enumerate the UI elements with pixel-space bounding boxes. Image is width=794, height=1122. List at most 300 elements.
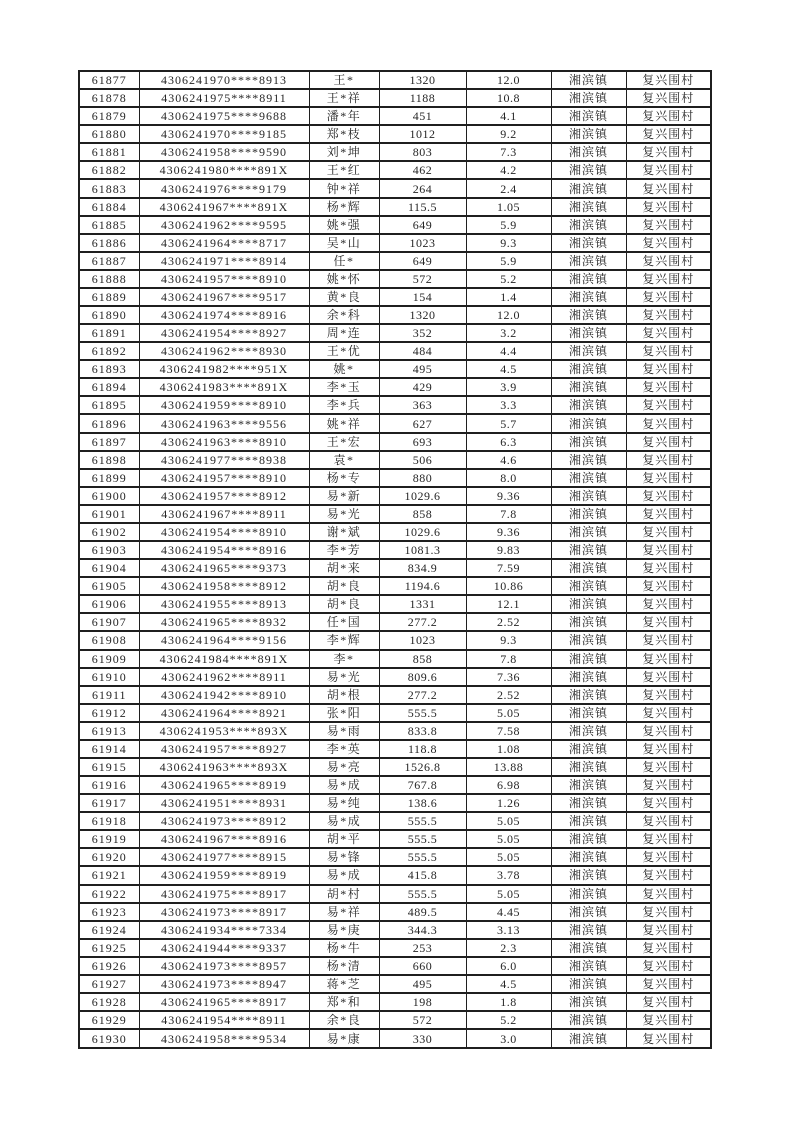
cell-village: 复兴围村 (626, 378, 711, 396)
cell-town: 湘滨镇 (551, 631, 626, 649)
cell-person-name: 易*祥 (309, 903, 379, 921)
cell-village: 复兴围村 (626, 903, 711, 921)
cell-amount: 484 (379, 342, 466, 360)
cell-secondary-amount: 9.2 (466, 125, 551, 143)
cell-village: 复兴围村 (626, 686, 711, 704)
cell-secondary-amount: 4.45 (466, 903, 551, 921)
cell-id-card-masked: 4306241953****893X (139, 722, 309, 740)
cell-town: 湘滨镇 (551, 776, 626, 794)
cell-village: 复兴围村 (626, 776, 711, 794)
cell-id-card-masked: 4306241967****9517 (139, 288, 309, 306)
cell-serial-number: 61902 (79, 523, 139, 541)
cell-town: 湘滨镇 (551, 198, 626, 216)
cell-amount: 1012 (379, 125, 466, 143)
cell-serial-number: 61912 (79, 704, 139, 722)
cell-person-name: 易*纯 (309, 794, 379, 812)
cell-village: 复兴围村 (626, 740, 711, 758)
cell-town: 湘滨镇 (551, 1011, 626, 1029)
cell-serial-number: 61884 (79, 198, 139, 216)
cell-id-card-masked: 4306241944****9337 (139, 939, 309, 957)
cell-serial-number: 61892 (79, 342, 139, 360)
table-row (79, 812, 711, 830)
cell-secondary-amount: 6.3 (466, 433, 551, 451)
cell-secondary-amount: 4.1 (466, 107, 551, 125)
cell-amount: 858 (379, 650, 466, 668)
table-row (79, 324, 711, 342)
cell-village: 复兴围村 (626, 396, 711, 414)
cell-id-card-masked: 4306241951****8931 (139, 794, 309, 812)
cell-secondary-amount: 4.4 (466, 342, 551, 360)
cell-amount: 451 (379, 107, 466, 125)
cell-town: 湘滨镇 (551, 613, 626, 631)
cell-secondary-amount: 12.1 (466, 595, 551, 613)
cell-person-name: 任*国 (309, 613, 379, 631)
cell-serial-number: 61897 (79, 433, 139, 451)
cell-serial-number: 61889 (79, 288, 139, 306)
cell-person-name: 李*芳 (309, 541, 379, 559)
cell-amount: 1023 (379, 631, 466, 649)
cell-serial-number: 61886 (79, 234, 139, 252)
cell-serial-number: 61920 (79, 848, 139, 866)
cell-village: 复兴围村 (626, 487, 711, 505)
cell-id-card-masked: 4306241967****891X (139, 198, 309, 216)
cell-secondary-amount: 3.78 (466, 866, 551, 884)
cell-amount: 803 (379, 143, 466, 161)
table-row (79, 125, 711, 143)
table-row (79, 161, 711, 179)
cell-person-name: 胡*根 (309, 686, 379, 704)
cell-id-card-masked: 4306241962****8930 (139, 342, 309, 360)
cell-person-name: 杨*辉 (309, 198, 379, 216)
cell-village: 复兴围村 (626, 1029, 711, 1048)
cell-serial-number: 61879 (79, 107, 139, 125)
cell-person-name: 周*连 (309, 324, 379, 342)
cell-id-card-masked: 4306241957****8927 (139, 740, 309, 758)
table-row (79, 668, 711, 686)
cell-amount: 1188 (379, 89, 466, 107)
cell-id-card-masked: 4306241965****8932 (139, 613, 309, 631)
cell-amount: 352 (379, 324, 466, 342)
cell-village: 复兴围村 (626, 613, 711, 631)
cell-secondary-amount: 2.52 (466, 686, 551, 704)
cell-secondary-amount: 7.59 (466, 559, 551, 577)
cell-person-name: 杨*专 (309, 469, 379, 487)
cell-town: 湘滨镇 (551, 179, 626, 197)
cell-town: 湘滨镇 (551, 216, 626, 234)
table-row (79, 740, 711, 758)
cell-id-card-masked: 4306241970****9185 (139, 125, 309, 143)
cell-town: 湘滨镇 (551, 975, 626, 993)
cell-id-card-masked: 4306241962****9595 (139, 216, 309, 234)
cell-town: 湘滨镇 (551, 794, 626, 812)
cell-village: 复兴围村 (626, 89, 711, 107)
cell-town: 湘滨镇 (551, 758, 626, 776)
cell-town: 湘滨镇 (551, 722, 626, 740)
cell-serial-number: 61909 (79, 650, 139, 668)
cell-town: 湘滨镇 (551, 342, 626, 360)
cell-id-card-masked: 4306241973****8947 (139, 975, 309, 993)
cell-amount: 809.6 (379, 668, 466, 686)
cell-village: 复兴围村 (626, 577, 711, 595)
cell-id-card-masked: 4306241955****8913 (139, 595, 309, 613)
cell-id-card-masked: 4306241965****8917 (139, 993, 309, 1011)
cell-village: 复兴围村 (626, 668, 711, 686)
cell-id-card-masked: 4306241975****8917 (139, 885, 309, 903)
cell-secondary-amount: 10.8 (466, 89, 551, 107)
cell-id-card-masked: 4306241963****893X (139, 758, 309, 776)
cell-person-name: 杨*牛 (309, 939, 379, 957)
cell-town: 湘滨镇 (551, 89, 626, 107)
cell-serial-number: 61888 (79, 270, 139, 288)
cell-amount: 495 (379, 360, 466, 378)
cell-serial-number: 61905 (79, 577, 139, 595)
cell-person-name: 易*新 (309, 487, 379, 505)
cell-town: 湘滨镇 (551, 957, 626, 975)
cell-amount: 489.5 (379, 903, 466, 921)
cell-village: 复兴围村 (626, 252, 711, 270)
table-row (79, 957, 711, 975)
cell-serial-number: 61881 (79, 143, 139, 161)
cell-person-name: 李*辉 (309, 631, 379, 649)
cell-serial-number: 61921 (79, 866, 139, 884)
cell-person-name: 易*锋 (309, 848, 379, 866)
cell-amount: 253 (379, 939, 466, 957)
cell-village: 复兴围村 (626, 234, 711, 252)
table-row (79, 396, 711, 414)
cell-village: 复兴围村 (626, 125, 711, 143)
cell-id-card-masked: 4306241970****8913 (139, 71, 309, 89)
cell-serial-number: 61891 (79, 324, 139, 342)
cell-serial-number: 61903 (79, 541, 139, 559)
cell-town: 湘滨镇 (551, 740, 626, 758)
cell-person-name: 李* (309, 650, 379, 668)
cell-serial-number: 61925 (79, 939, 139, 957)
cell-serial-number: 61907 (79, 613, 139, 631)
cell-person-name: 王*宏 (309, 433, 379, 451)
cell-village: 复兴围村 (626, 324, 711, 342)
cell-person-name: 王*优 (309, 342, 379, 360)
cell-person-name: 李*英 (309, 740, 379, 758)
cell-id-card-masked: 4306241975****8911 (139, 89, 309, 107)
cell-secondary-amount: 1.05 (466, 198, 551, 216)
cell-secondary-amount: 9.83 (466, 541, 551, 559)
cell-person-name: 胡*平 (309, 830, 379, 848)
cell-id-card-masked: 4306241977****8915 (139, 848, 309, 866)
cell-village: 复兴围村 (626, 270, 711, 288)
table-row (79, 71, 711, 89)
cell-village: 复兴围村 (626, 885, 711, 903)
table-row (79, 89, 711, 107)
cell-person-name: 谢*斌 (309, 523, 379, 541)
cell-serial-number: 61878 (79, 89, 139, 107)
cell-secondary-amount: 7.8 (466, 505, 551, 523)
cell-person-name: 姚*怀 (309, 270, 379, 288)
cell-amount: 495 (379, 975, 466, 993)
cell-id-card-masked: 4306241967****8916 (139, 830, 309, 848)
cell-person-name: 易*亮 (309, 758, 379, 776)
cell-id-card-masked: 4306241957****8912 (139, 487, 309, 505)
cell-town: 湘滨镇 (551, 324, 626, 342)
cell-secondary-amount: 3.2 (466, 324, 551, 342)
cell-serial-number: 61898 (79, 451, 139, 469)
table-row (79, 704, 711, 722)
cell-person-name: 易*康 (309, 1029, 379, 1048)
cell-village: 复兴围村 (626, 559, 711, 577)
cell-town: 湘滨镇 (551, 704, 626, 722)
table-row (79, 306, 711, 324)
cell-person-name: 钟*祥 (309, 179, 379, 197)
cell-secondary-amount: 9.36 (466, 487, 551, 505)
cell-secondary-amount: 4.6 (466, 451, 551, 469)
cell-amount: 555.5 (379, 848, 466, 866)
cell-secondary-amount: 9.3 (466, 234, 551, 252)
cell-amount: 660 (379, 957, 466, 975)
cell-serial-number: 61880 (79, 125, 139, 143)
cell-amount: 1081.3 (379, 541, 466, 559)
table-row (79, 107, 711, 125)
cell-person-name: 吴*山 (309, 234, 379, 252)
cell-person-name: 易*成 (309, 812, 379, 830)
table-row (79, 903, 711, 921)
cell-person-name: 王*红 (309, 161, 379, 179)
records-tbody (79, 71, 711, 1048)
cell-secondary-amount: 5.9 (466, 252, 551, 270)
cell-town: 湘滨镇 (551, 812, 626, 830)
table-row (79, 722, 711, 740)
cell-serial-number: 61893 (79, 360, 139, 378)
cell-person-name: 余*良 (309, 1011, 379, 1029)
table-row (79, 885, 711, 903)
cell-town: 湘滨镇 (551, 433, 626, 451)
cell-secondary-amount: 7.3 (466, 143, 551, 161)
cell-serial-number: 61922 (79, 885, 139, 903)
table-row (79, 143, 711, 161)
cell-secondary-amount: 8.0 (466, 469, 551, 487)
cell-secondary-amount: 5.05 (466, 830, 551, 848)
cell-town: 湘滨镇 (551, 903, 626, 921)
cell-secondary-amount: 3.9 (466, 378, 551, 396)
cell-amount: 264 (379, 179, 466, 197)
cell-town: 湘滨镇 (551, 885, 626, 903)
cell-secondary-amount: 3.0 (466, 1029, 551, 1048)
cell-serial-number: 61896 (79, 414, 139, 432)
cell-id-card-masked: 4306241954****8927 (139, 324, 309, 342)
cell-village: 复兴围村 (626, 866, 711, 884)
table-row (79, 830, 711, 848)
cell-serial-number: 61901 (79, 505, 139, 523)
table-row (79, 1029, 711, 1048)
cell-town: 湘滨镇 (551, 360, 626, 378)
cell-amount: 572 (379, 270, 466, 288)
cell-id-card-masked: 4306241964****9156 (139, 631, 309, 649)
table-row (79, 866, 711, 884)
cell-secondary-amount: 3.3 (466, 396, 551, 414)
cell-village: 复兴围村 (626, 198, 711, 216)
cell-village: 复兴围村 (626, 993, 711, 1011)
cell-person-name: 易*光 (309, 668, 379, 686)
cell-village: 复兴围村 (626, 921, 711, 939)
cell-amount: 880 (379, 469, 466, 487)
table-row (79, 179, 711, 197)
cell-amount: 767.8 (379, 776, 466, 794)
cell-serial-number: 61911 (79, 686, 139, 704)
cell-amount: 1023 (379, 234, 466, 252)
cell-secondary-amount: 7.36 (466, 668, 551, 686)
cell-person-name: 易*成 (309, 776, 379, 794)
cell-amount: 1029.6 (379, 487, 466, 505)
cell-id-card-masked: 4306241958****8912 (139, 577, 309, 595)
cell-village: 复兴围村 (626, 414, 711, 432)
cell-town: 湘滨镇 (551, 921, 626, 939)
cell-village: 复兴围村 (626, 957, 711, 975)
cell-village: 复兴围村 (626, 541, 711, 559)
cell-secondary-amount: 5.05 (466, 885, 551, 903)
cell-secondary-amount: 4.5 (466, 975, 551, 993)
cell-town: 湘滨镇 (551, 559, 626, 577)
cell-village: 复兴围村 (626, 143, 711, 161)
table-row (79, 378, 711, 396)
cell-serial-number: 61887 (79, 252, 139, 270)
cell-amount: 115.5 (379, 198, 466, 216)
table-row (79, 650, 711, 668)
cell-amount: 1320 (379, 306, 466, 324)
cell-secondary-amount: 12.0 (466, 306, 551, 324)
cell-village: 复兴围村 (626, 505, 711, 523)
cell-person-name: 蒋*芝 (309, 975, 379, 993)
cell-person-name: 胡*村 (309, 885, 379, 903)
cell-town: 湘滨镇 (551, 505, 626, 523)
cell-id-card-masked: 4306241963****8910 (139, 433, 309, 451)
cell-amount: 363 (379, 396, 466, 414)
cell-village: 复兴围村 (626, 812, 711, 830)
table-row (79, 921, 711, 939)
cell-town: 湘滨镇 (551, 595, 626, 613)
table-row (79, 848, 711, 866)
cell-town: 湘滨镇 (551, 650, 626, 668)
cell-person-name: 李*玉 (309, 378, 379, 396)
cell-secondary-amount: 5.2 (466, 1011, 551, 1029)
cell-town: 湘滨镇 (551, 378, 626, 396)
table-row (79, 198, 711, 216)
cell-id-card-masked: 4306241964****8921 (139, 704, 309, 722)
cell-village: 复兴围村 (626, 595, 711, 613)
cell-village: 复兴围村 (626, 975, 711, 993)
cell-id-card-masked: 4306241934****7334 (139, 921, 309, 939)
cell-town: 湘滨镇 (551, 523, 626, 541)
cell-serial-number: 61900 (79, 487, 139, 505)
cell-id-card-masked: 4306241963****9556 (139, 414, 309, 432)
cell-person-name: 袁* (309, 451, 379, 469)
cell-town: 湘滨镇 (551, 71, 626, 89)
table-row (79, 686, 711, 704)
cell-id-card-masked: 4306241974****8916 (139, 306, 309, 324)
cell-amount: 118.8 (379, 740, 466, 758)
cell-serial-number: 61894 (79, 378, 139, 396)
cell-amount: 277.2 (379, 613, 466, 631)
cell-id-card-masked: 4306241958****9534 (139, 1029, 309, 1048)
table-row (79, 288, 711, 306)
cell-serial-number: 61916 (79, 776, 139, 794)
cell-secondary-amount: 7.58 (466, 722, 551, 740)
cell-serial-number: 61890 (79, 306, 139, 324)
cell-serial-number: 61924 (79, 921, 139, 939)
cell-id-card-masked: 4306241958****9590 (139, 143, 309, 161)
cell-village: 复兴围村 (626, 107, 711, 125)
cell-person-name: 刘*坤 (309, 143, 379, 161)
cell-serial-number: 61899 (79, 469, 139, 487)
cell-town: 湘滨镇 (551, 939, 626, 957)
cell-amount: 649 (379, 252, 466, 270)
cell-town: 湘滨镇 (551, 487, 626, 505)
cell-person-name: 张*阳 (309, 704, 379, 722)
cell-secondary-amount: 9.3 (466, 631, 551, 649)
cell-id-card-masked: 4306241954****8910 (139, 523, 309, 541)
cell-village: 复兴围村 (626, 306, 711, 324)
table-row (79, 451, 711, 469)
cell-town: 湘滨镇 (551, 252, 626, 270)
cell-secondary-amount: 1.26 (466, 794, 551, 812)
cell-id-card-masked: 4306241984****891X (139, 650, 309, 668)
cell-village: 复兴围村 (626, 1011, 711, 1029)
cell-id-card-masked: 4306241982****951X (139, 360, 309, 378)
cell-town: 湘滨镇 (551, 306, 626, 324)
table-row (79, 559, 711, 577)
cell-serial-number: 61895 (79, 396, 139, 414)
cell-town: 湘滨镇 (551, 451, 626, 469)
cell-amount: 462 (379, 161, 466, 179)
cell-secondary-amount: 5.9 (466, 216, 551, 234)
cell-id-card-masked: 4306241975****9688 (139, 107, 309, 125)
table-row (79, 487, 711, 505)
cell-serial-number: 61906 (79, 595, 139, 613)
cell-secondary-amount: 5.2 (466, 270, 551, 288)
table-row (79, 541, 711, 559)
cell-town: 湘滨镇 (551, 161, 626, 179)
cell-secondary-amount: 4.5 (466, 360, 551, 378)
cell-serial-number: 61926 (79, 957, 139, 975)
cell-amount: 834.9 (379, 559, 466, 577)
cell-amount: 154 (379, 288, 466, 306)
cell-secondary-amount: 4.2 (466, 161, 551, 179)
cell-id-card-masked: 4306241971****8914 (139, 252, 309, 270)
cell-person-name: 易*庚 (309, 921, 379, 939)
cell-id-card-masked: 4306241980****891X (139, 161, 309, 179)
cell-amount: 1029.6 (379, 523, 466, 541)
cell-village: 复兴围村 (626, 722, 711, 740)
table-row (79, 342, 711, 360)
cell-id-card-masked: 4306241965****8919 (139, 776, 309, 794)
table-row (79, 523, 711, 541)
table-row (79, 234, 711, 252)
cell-town: 湘滨镇 (551, 414, 626, 432)
cell-amount: 555.5 (379, 830, 466, 848)
table-row (79, 252, 711, 270)
cell-amount: 429 (379, 378, 466, 396)
cell-serial-number: 61919 (79, 830, 139, 848)
cell-village: 复兴围村 (626, 288, 711, 306)
cell-town: 湘滨镇 (551, 541, 626, 559)
cell-person-name: 郑*枝 (309, 125, 379, 143)
table-row (79, 360, 711, 378)
cell-amount: 344.3 (379, 921, 466, 939)
table-row (79, 595, 711, 613)
cell-serial-number: 61914 (79, 740, 139, 758)
cell-serial-number: 61923 (79, 903, 139, 921)
cell-id-card-masked: 4306241954****8911 (139, 1011, 309, 1029)
cell-village: 复兴围村 (626, 451, 711, 469)
table-row (79, 758, 711, 776)
cell-serial-number: 61908 (79, 631, 139, 649)
